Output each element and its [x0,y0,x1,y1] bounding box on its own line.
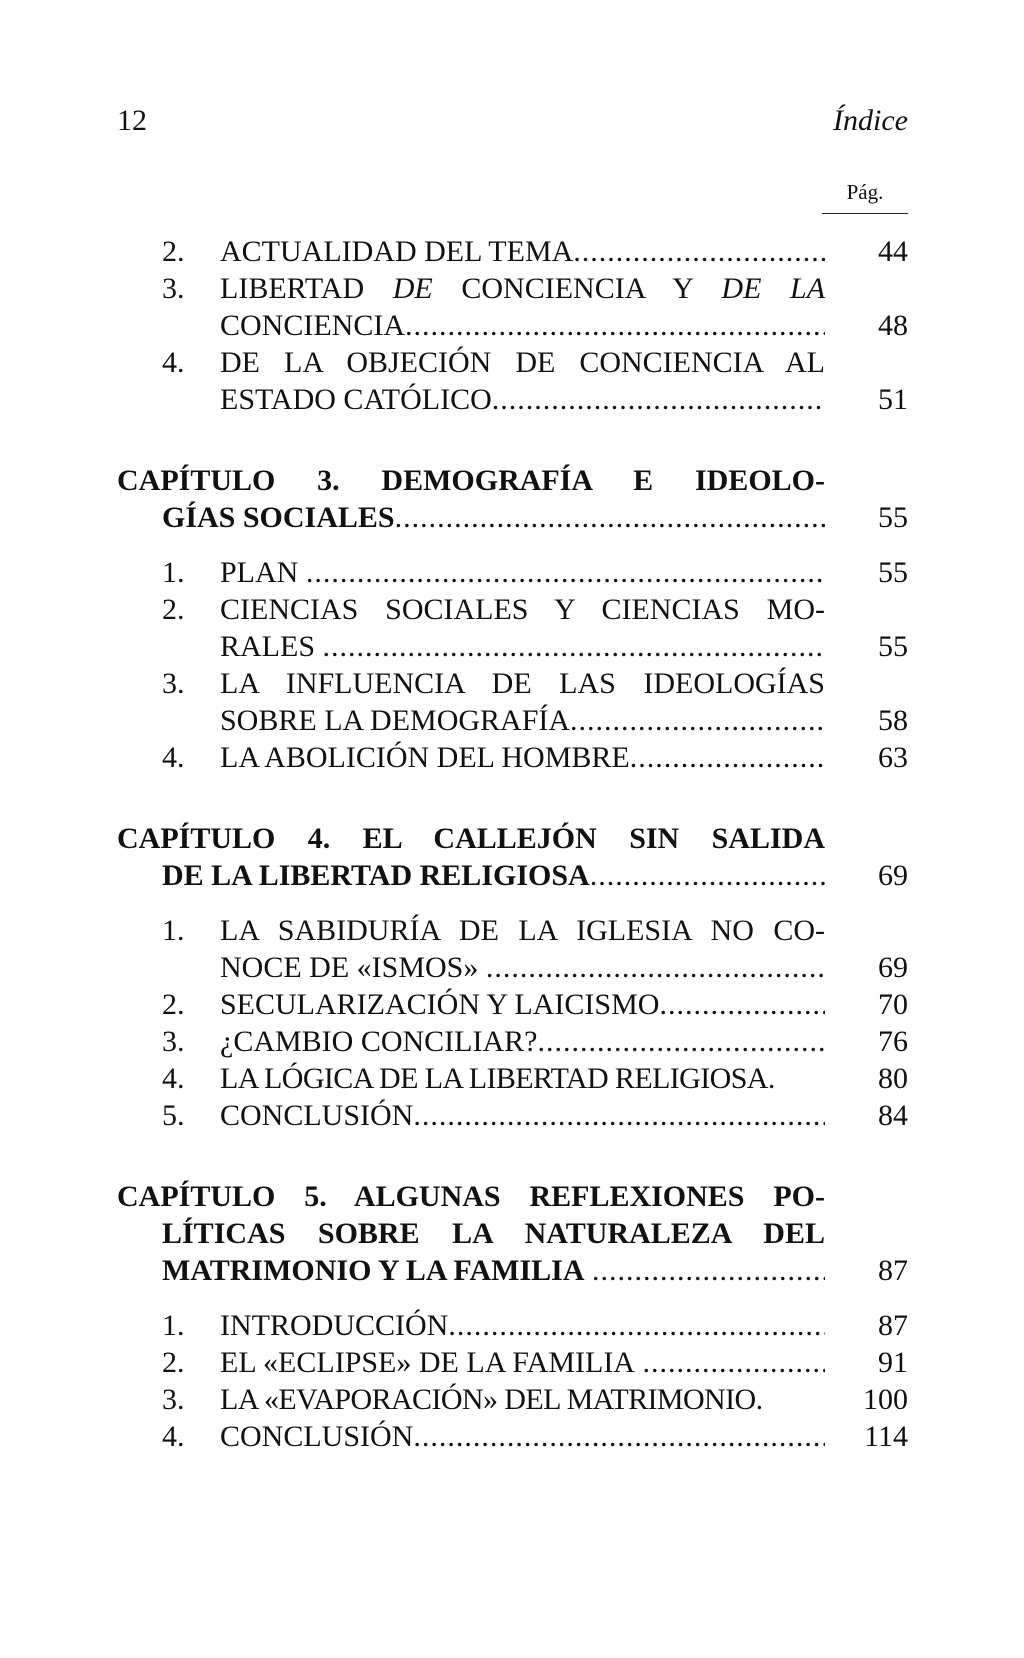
toc-entry-continuation [0,381,1024,418]
chapter-page: 87 [878,1254,908,1287]
entry-page: 84 [878,1099,908,1132]
toc-entry [0,1097,1024,1134]
entry-page: 58 [878,704,908,737]
entry-text-wrap [220,381,825,418]
spacer [0,776,1024,820]
toc-entry [0,344,1024,381]
entry-page: 55 [878,630,908,663]
entry-text: PLAN [220,556,299,589]
chapter-heading [0,820,1024,857]
entry-text-wrap [220,1307,825,1344]
entry-page: 55 [878,556,908,589]
chapter-title: CAPÍTULO 4. EL CALLEJÓN SIN SALIDA [117,822,825,855]
entry-text-wrap [220,1381,825,1418]
chapter-page: 69 [878,859,908,892]
entry-text: ESTADO CATÓLICO [220,383,492,416]
entry-number: 3. [162,272,185,305]
entry-number: 4. [162,1062,185,1095]
entry-text: LA LÓGICA DE LA LIBERTAD RELIGIOSA. [220,1062,775,1095]
entry-text: ¿CAMBIO CONCILIAR? [220,1025,538,1058]
entry-number: 5. [162,1099,185,1132]
toc-entry [0,1060,1024,1097]
entry-text: CONCIENCIA Y [461,272,693,305]
entry-text-wrap [220,1097,825,1134]
chapter-page: 55 [878,501,908,534]
spacer [0,418,1024,462]
leader-dots [537,1023,825,1060]
entry-number: 1. [162,556,185,589]
entry-text-wrap [220,628,825,665]
entry-page: 76 [878,1025,908,1058]
leader-dots [570,702,825,739]
entry-page: 91 [878,1346,908,1379]
entry-page: 51 [878,383,908,416]
leader-dots [306,554,825,591]
entry-text: LIBERTAD [220,272,365,305]
entry-text: EL «ECLIPSE» DE LA FAMILIA [220,1346,635,1379]
toc-entry-continuation [0,307,1024,344]
entry-number: 3. [162,1383,185,1416]
entry-text: CONCLUSIÓN [220,1099,414,1132]
entry-text-wrap [220,1023,825,1060]
chapter-title-wrap [162,499,825,536]
entry-text: LA ABOLICIÓN DEL HOMBRE [220,741,630,774]
entry-text: CIENCIAS SOCIALES Y CIENCIAS MO- [220,593,825,626]
leader-dots [573,233,825,270]
leader-dots [590,857,825,894]
entry-text-wrap [220,307,825,344]
chapter-title: MATRIMONIO Y LA FAMILIA [162,1254,585,1287]
entry-text: LA «EVAPORACIÓN» DEL MATRIMONIO. [220,1383,763,1416]
table-of-contents [0,233,1024,1455]
toc-entry [0,1418,1024,1455]
chapter-heading [0,462,1024,499]
chapter-title: CAPÍTULO 5. ALGUNAS REFLEXIONES PO- [117,1180,825,1213]
entry-page: 44 [878,235,908,268]
entry-number: 4. [162,346,185,379]
toc-entry [0,1307,1024,1344]
entry-number: 2. [162,593,185,626]
toc-entry [0,986,1024,1023]
entry-page: 80 [878,1062,908,1095]
entry-text: LA SABIDURÍA DE LA IGLESIA NO CO- [220,914,825,947]
entry-text: DE LA OBJECIÓN DE CONCIENCIA AL [220,346,825,379]
toc-entry-continuation [0,628,1024,665]
entry-text-wrap [220,1060,825,1097]
toc-entry [0,554,1024,591]
entry-page: 63 [878,741,908,774]
entry-text: SECULARIZACIÓN Y LAICISMO [220,988,660,1021]
entry-text: CONCLUSIÓN [220,1420,414,1453]
spacer [0,1134,1024,1178]
leader-dots [630,739,825,776]
leader-dots [413,1097,825,1134]
entry-text-wrap [220,270,825,307]
entry-page: 114 [864,1420,908,1453]
leader-dots [448,1307,825,1344]
entry-text: ACTUALIDAD DEL TEMA [220,235,574,268]
entry-number: 1. [162,1309,185,1342]
running-header-title: Índice [833,104,908,137]
leader-dots [395,499,825,536]
chapter-title: LÍTICAS SOBRE LA NATURALEZA DEL [162,1217,825,1250]
chapter-heading-continuation [0,1252,1024,1289]
spacer [0,536,1024,554]
entry-text-wrap [220,702,825,739]
entry-text-wrap [220,986,825,1023]
leader-dots [323,628,825,665]
entry-text: INTRODUCCIÓN [220,1309,449,1342]
toc-entry [0,270,1024,307]
entry-text: CONCIENCIA [220,309,405,342]
chapter-title-wrap [162,857,825,894]
entry-page: 48 [878,309,908,342]
chapter-heading-continuation [0,1215,1024,1252]
toc-entry [0,1023,1024,1060]
leader-dots [413,1418,825,1455]
toc-entry-continuation [0,702,1024,739]
toc-entry-continuation [0,949,1024,986]
entry-number: 3. [162,1025,185,1058]
toc-entry [0,739,1024,776]
entry-text-wrap [220,739,825,776]
entry-number: 4. [162,1420,185,1453]
toc-entry [0,233,1024,270]
leader-dots [592,1252,825,1289]
entry-number: 2. [162,1346,185,1379]
entry-number: 1. [162,914,185,947]
leader-dots [659,986,825,1023]
leader-dots [486,949,825,986]
leader-dots [492,381,825,418]
chapter-heading-continuation [0,499,1024,536]
entry-number: 2. [162,988,185,1021]
page-number: 12 [117,104,147,137]
chapter-title: DE LA LIBERTAD RELIGIOSA [162,859,590,892]
entry-text-wrap [220,949,825,986]
entry-page: 69 [878,951,908,984]
entry-text-wrap [220,554,825,591]
spacer [0,894,1024,912]
entry-number: 2. [162,235,185,268]
entry-number: 3. [162,667,185,700]
entry-text-wrap [220,1344,825,1381]
toc-entry [0,1381,1024,1418]
page-column-label: Pág. [822,180,908,214]
leader-dots [405,307,825,344]
entry-text: SOBRE LA DEMOGRAFÍA [220,704,571,737]
entry-text-wrap [220,233,825,270]
entry-text: RALES [220,630,316,663]
chapter-title: CAPÍTULO 3. DEMOGRAFÍA E IDEOLO- [117,464,825,497]
spacer [0,1289,1024,1307]
entry-page: 100 [863,1383,908,1416]
entry-text-wrap [220,1418,825,1455]
leader-dots [642,1344,825,1381]
entry-number: 4. [162,741,185,774]
toc-entry [0,912,1024,949]
chapter-heading [0,1178,1024,1215]
toc-entry [0,1344,1024,1381]
entry-text: NOCE DE «ISMOS» [220,951,479,984]
chapter-title: GÍAS SOCIALES [162,501,395,534]
toc-entry [0,591,1024,628]
entry-text: LA INFLUENCIA DE LAS IDEOLOGÍAS [220,667,825,700]
toc-entry [0,665,1024,702]
chapter-heading-continuation [0,857,1024,894]
entry-text-italic: DE LA [721,272,826,305]
entry-page: 87 [878,1309,908,1342]
entry-page: 70 [878,988,908,1021]
chapter-title-wrap [162,1252,825,1289]
entry-text-italic: DE [392,272,433,305]
